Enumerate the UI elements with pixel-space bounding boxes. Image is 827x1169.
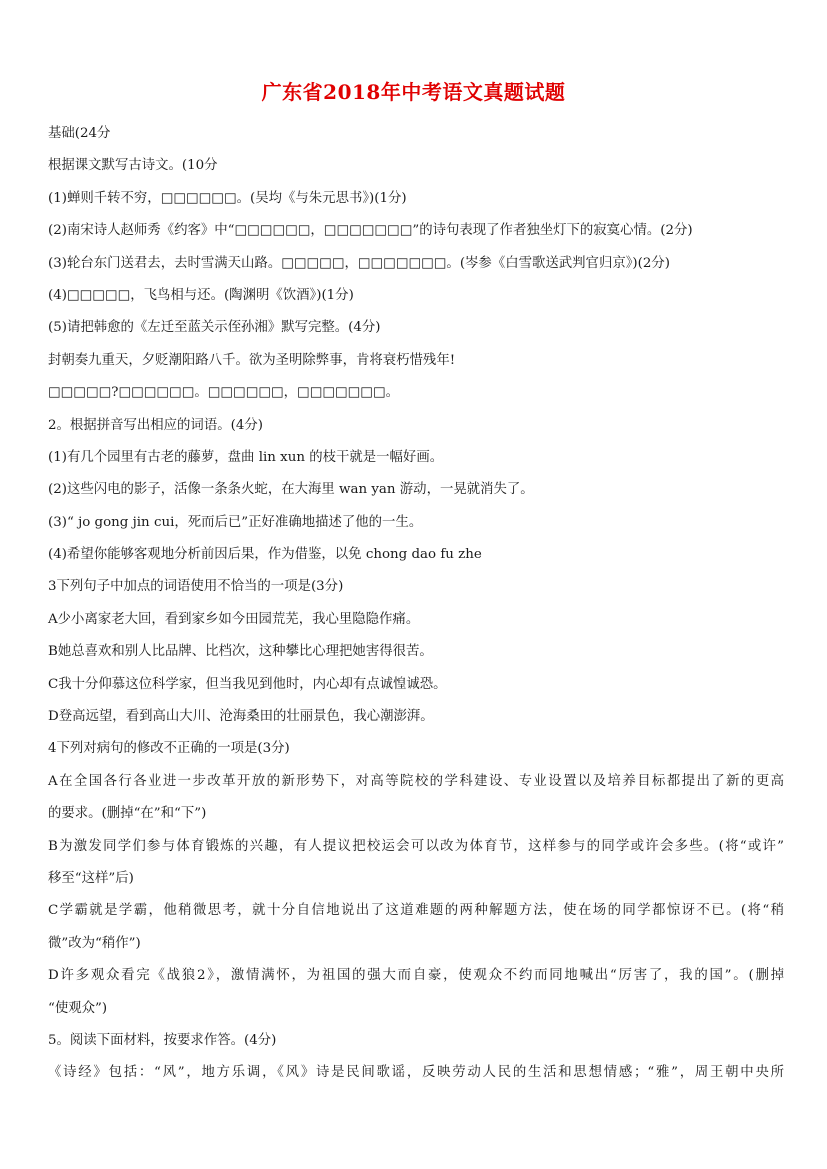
question-3-option-c: C我十分仰慕这位科学家，但当我见到他时，内心却有点诚惶诚恐。 xyxy=(48,676,447,692)
question-4-option-c-cont: 微”改为“稍作”) xyxy=(48,935,141,951)
question-5-heading: 5。阅读下面材料，按要求作答。(4分) xyxy=(48,1032,277,1048)
question-2-item-1: (1)有几个园里有古老的藤萝，盘曲 lin xun 的枝干就是一幅好画。 xyxy=(48,449,444,465)
document-body xyxy=(48,118,784,1090)
question-3-option-a: A少小离家老大回，看到家乡如今田园荒芜，我心里隐隐作痛。 xyxy=(48,611,420,627)
question-3-option-d: D登高远望，看到高山大川、沧海桑田的壮丽景色，我心潮澎湃。 xyxy=(48,709,434,725)
question-4-option-a-cont: 的要求。(删掉“在”和“下”) xyxy=(48,806,207,822)
question-1-item-4: (4)□□□□□，飞鸟相与还。(陶渊明《饮酒》)(1分) xyxy=(48,287,354,303)
question-4-option-b: B为激发同学们参与体育锻炼的兴趣，有人提议把校运会可以改为体育节，这样参与的同学或许会多些。(将“或许” xyxy=(48,838,784,854)
question-4-option-d: D许多观众看完《战狼2》，激情满怀，为祖国的强大而自豪，使观众不约而同地喊出“厉害了，我的国”。(删掉 xyxy=(48,968,784,984)
question-1-heading: 根据课文默写古诗文。(10分 xyxy=(48,158,218,174)
poem-line-2-blanks: □□□□□?□□□□□□。□□□□□□，□□□□□□□。 xyxy=(48,385,399,401)
question-3-heading: 3下列句子中加点的词语使用不恰当的一项是(3分) xyxy=(48,579,344,595)
question-1-item-5: (5)请把韩愈的《左迁至蓝关示侄孙湘》默写完整。(4分) xyxy=(48,320,381,336)
section-heading: 基础(24分 xyxy=(48,126,111,141)
page-title: 广东省2018年中考语文真题试题 xyxy=(261,80,566,104)
question-4-heading: 4下列对病句的修改不正确的一项是(3分) xyxy=(48,741,290,757)
question-4-option-a: A在全国各行各业进一步改革开放的新形势下，对高等院校的学科建设、专业设置以及培养目标都提出了新的更高 xyxy=(48,773,784,789)
question-2-item-2: (2)这些闪电的影子，活像一条条火蛇，在大海里 wan yan 游动，一晃就消失了。 xyxy=(48,482,534,498)
question-5-material: 《诗经》包括：“风”，地方乐调，《风》诗是民间歌谣，反映劳动人民的生活和思想情感；“雅”，周王朝中央所 xyxy=(48,1065,784,1081)
question-4-option-c: C学霸就是学霸，他稍微思考，就十分自信地说出了这道难题的两种解题方法，使在场的同学都惊讶不已。(将“稍 xyxy=(48,903,784,919)
question-1-item-3: (3)轮台东门送君去，去时雪满天山路。□□□□□，□□□□□□□。(岑参《白雪歌送武判官归京》)(2分) xyxy=(48,255,671,271)
question-2-item-4: (4)希望你能够客观地分析前因后果，作为借鉴，以免 chong dao fu zhe xyxy=(48,547,482,563)
question-1-item-2: (2)南宋诗人赵师秀《约客》中“□□□□□□，□□□□□□□”的诗句表现了作者独坐灯下的寂寞心情。(2分) xyxy=(48,223,693,239)
question-3-option-b: B她总喜欢和别人比品牌、比档次，这种攀比心理把她害得很苦。 xyxy=(48,644,433,660)
question-4-option-d-cont: “使观众”) xyxy=(48,1000,108,1016)
question-4-option-b-cont: 移至“这样”后) xyxy=(48,870,134,886)
question-2-item-3: (3)“ jo gong jin cui，死而后已”正好准确地描述了他的一生。 xyxy=(48,514,423,530)
poem-line-1: 封朝奏九重天，夕贬潮阳路八千。欲为圣明除弊事，肯将衰朽惜残年! xyxy=(48,352,456,368)
question-2-heading: 2。根据拼音写出相应的词语。(4分) xyxy=(48,417,263,433)
question-1-item-1: (1)蝉则千转不穷，□□□□□□。(吴均《与朱元思书》)(1分) xyxy=(48,190,407,206)
